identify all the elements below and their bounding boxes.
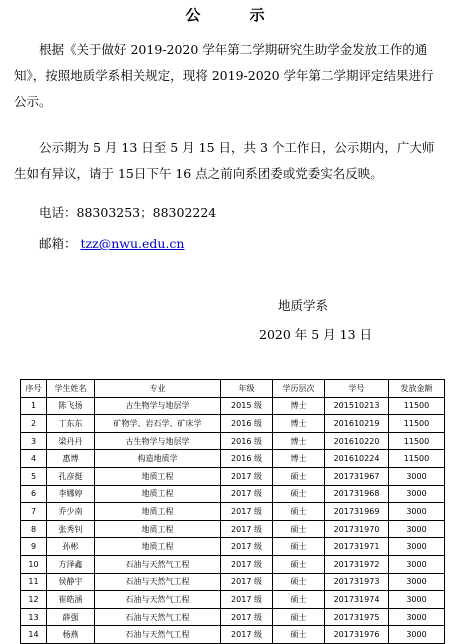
cell-amount: 3000 bbox=[389, 520, 445, 538]
cell-degree: 博士 bbox=[273, 432, 325, 450]
cell-major: 地质工程 bbox=[95, 467, 221, 485]
cell-degree: 硕士 bbox=[273, 608, 325, 626]
cell-student-id: 201731972 bbox=[325, 555, 389, 573]
header-amount: 发放金额 bbox=[389, 380, 445, 398]
notice-paragraph-intro: 根据《关于做好 2019-2020 学年第二学期研究生助学金发放工作的通知》，按照地质学系相关规定，现将 2019-2020 学年第二学期评定结果进行公示。 bbox=[14, 42, 434, 109]
cell-grade: 2017 级 bbox=[221, 608, 273, 626]
stipend-table bbox=[20, 379, 445, 644]
cell-amount: 11500 bbox=[389, 415, 445, 433]
cell-student-id: 201610220 bbox=[325, 432, 389, 450]
cell-grade: 2017 级 bbox=[221, 467, 273, 485]
header-name: 学生姓名 bbox=[47, 380, 95, 398]
cell-major: 石油与天然气工程 bbox=[95, 591, 221, 609]
table-row bbox=[21, 520, 445, 538]
cell-index: 13 bbox=[21, 608, 47, 626]
cell-name: 梁丹丹 bbox=[47, 432, 95, 450]
email-link[interactable]: tzz@nwu.edu.cn bbox=[80, 236, 185, 251]
cell-name: 丁东东 bbox=[47, 415, 95, 433]
cell-student-id: 201731976 bbox=[325, 626, 389, 644]
cell-amount: 3000 bbox=[389, 467, 445, 485]
cell-grade: 2017 级 bbox=[221, 520, 273, 538]
cell-index: 9 bbox=[21, 538, 47, 556]
cell-grade: 2016 级 bbox=[221, 450, 273, 468]
cell-index: 3 bbox=[21, 432, 47, 450]
header-grade: 年级 bbox=[221, 380, 273, 398]
table-row bbox=[21, 538, 445, 556]
cell-student-id: 201731970 bbox=[325, 520, 389, 538]
cell-name: 杨燕 bbox=[47, 626, 95, 644]
cell-student-id: 201731975 bbox=[325, 608, 389, 626]
cell-grade: 2017 级 bbox=[221, 573, 273, 591]
header-degree: 学历层次 bbox=[273, 380, 325, 398]
cell-name: 惠博 bbox=[47, 450, 95, 468]
cell-index: 5 bbox=[21, 467, 47, 485]
cell-name: 侯静宇 bbox=[47, 573, 95, 591]
cell-student-id: 201610224 bbox=[325, 450, 389, 468]
cell-degree: 硕士 bbox=[273, 503, 325, 521]
table-row bbox=[21, 573, 445, 591]
cell-index: 12 bbox=[21, 591, 47, 609]
email-label: 邮箱： bbox=[39, 236, 77, 251]
cell-student-id: 201731974 bbox=[325, 591, 389, 609]
cell-major: 石油与天然气工程 bbox=[95, 626, 221, 644]
cell-amount: 11500 bbox=[389, 432, 445, 450]
phone-label: 电话： bbox=[39, 205, 77, 220]
table-row bbox=[21, 397, 445, 415]
cell-amount: 3000 bbox=[389, 608, 445, 626]
cell-index: 10 bbox=[21, 555, 47, 573]
table-row bbox=[21, 503, 445, 521]
cell-name: 乔少南 bbox=[47, 503, 95, 521]
table-row bbox=[21, 608, 445, 626]
cell-amount: 3000 bbox=[389, 485, 445, 503]
table-row bbox=[21, 467, 445, 485]
cell-major: 地质工程 bbox=[95, 520, 221, 538]
cell-grade: 2017 级 bbox=[221, 485, 273, 503]
cell-name: 张秀钊 bbox=[47, 520, 95, 538]
cell-degree: 博士 bbox=[273, 450, 325, 468]
cell-major: 石油与天然气工程 bbox=[95, 573, 221, 591]
phone-value: 88303253；88302224 bbox=[76, 205, 217, 220]
cell-student-id: 201731973 bbox=[325, 573, 389, 591]
cell-grade: 2016 级 bbox=[221, 415, 273, 433]
table-header-row bbox=[21, 380, 445, 398]
cell-grade: 2017 级 bbox=[221, 626, 273, 644]
cell-major: 地质工程 bbox=[95, 538, 221, 556]
cell-degree: 硕士 bbox=[273, 520, 325, 538]
cell-name: 薛强 bbox=[47, 608, 95, 626]
cell-major: 矿物学、岩石学、矿床学 bbox=[95, 415, 221, 433]
signature-date: 2020 年 5 月 13 日 bbox=[259, 327, 373, 342]
cell-major: 地质工程 bbox=[95, 503, 221, 521]
cell-amount: 3000 bbox=[389, 538, 445, 556]
cell-major: 古生物学与地层学 bbox=[95, 397, 221, 415]
cell-student-id: 201731967 bbox=[325, 467, 389, 485]
cell-major: 地质工程 bbox=[95, 485, 221, 503]
cell-name: 孙彬 bbox=[47, 538, 95, 556]
cell-student-id: 201731968 bbox=[325, 485, 389, 503]
table-row bbox=[21, 415, 445, 433]
cell-degree: 硕士 bbox=[273, 467, 325, 485]
cell-degree: 硕士 bbox=[273, 626, 325, 644]
cell-amount: 3000 bbox=[389, 626, 445, 644]
cell-amount: 3000 bbox=[389, 591, 445, 609]
cell-grade: 2016 级 bbox=[221, 432, 273, 450]
signature-organization: 地质学系 bbox=[278, 298, 329, 313]
cell-major: 古生物学与地层学 bbox=[95, 432, 221, 450]
cell-index: 6 bbox=[21, 485, 47, 503]
table-row bbox=[21, 432, 445, 450]
cell-amount: 3000 bbox=[389, 555, 445, 573]
cell-student-id: 201731969 bbox=[325, 503, 389, 521]
cell-name: 方泽鑫 bbox=[47, 555, 95, 573]
cell-student-id: 201610219 bbox=[325, 415, 389, 433]
cell-grade: 2017 级 bbox=[221, 555, 273, 573]
cell-major: 石油与天然气工程 bbox=[95, 608, 221, 626]
cell-degree: 硕士 bbox=[273, 573, 325, 591]
cell-degree: 硕士 bbox=[273, 485, 325, 503]
cell-index: 11 bbox=[21, 573, 47, 591]
notice-paragraph-period: 公示期为 5 月 13 日至 5 月 15 日，共 3 个工作日，公示期内，广大师生如有异议，请于 15日下午 16 点之前向系团委或党委实名反映。 bbox=[14, 140, 435, 181]
contact-phone bbox=[39, 203, 216, 223]
cell-degree: 硕士 bbox=[273, 538, 325, 556]
cell-grade: 2015 级 bbox=[221, 397, 273, 415]
cell-amount: 11500 bbox=[389, 397, 445, 415]
cell-index: 14 bbox=[21, 626, 47, 644]
cell-index: 8 bbox=[21, 520, 47, 538]
cell-degree: 硕士 bbox=[273, 591, 325, 609]
notice-title: 公 示 bbox=[185, 6, 287, 24]
cell-name: 陈飞扬 bbox=[47, 397, 95, 415]
cell-student-id: 201731971 bbox=[325, 538, 389, 556]
cell-index: 2 bbox=[21, 415, 47, 433]
cell-name: 孔彦挺 bbox=[47, 467, 95, 485]
cell-index: 4 bbox=[21, 450, 47, 468]
cell-major: 构造地质学 bbox=[95, 450, 221, 468]
cell-grade: 2017 级 bbox=[221, 538, 273, 556]
table-row bbox=[21, 450, 445, 468]
cell-index: 7 bbox=[21, 503, 47, 521]
cell-degree: 博士 bbox=[273, 397, 325, 415]
cell-amount: 11500 bbox=[389, 450, 445, 468]
table-row bbox=[21, 555, 445, 573]
cell-name: 崔皓涵 bbox=[47, 591, 95, 609]
cell-name: 李娜婷 bbox=[47, 485, 95, 503]
cell-grade: 2017 级 bbox=[221, 503, 273, 521]
cell-major: 石油与天然气工程 bbox=[95, 555, 221, 573]
cell-degree: 博士 bbox=[273, 415, 325, 433]
cell-amount: 3000 bbox=[389, 573, 445, 591]
table-row bbox=[21, 591, 445, 609]
cell-index: 1 bbox=[21, 397, 47, 415]
header-major: 专业 bbox=[95, 380, 221, 398]
header-student-id: 学号 bbox=[325, 380, 389, 398]
cell-amount: 3000 bbox=[389, 503, 445, 521]
header-index: 序号 bbox=[21, 380, 47, 398]
cell-grade: 2017 级 bbox=[221, 591, 273, 609]
cell-student-id: 201510213 bbox=[325, 397, 389, 415]
contact-email bbox=[39, 234, 184, 254]
cell-degree: 硕士 bbox=[273, 555, 325, 573]
table-row bbox=[21, 485, 445, 503]
